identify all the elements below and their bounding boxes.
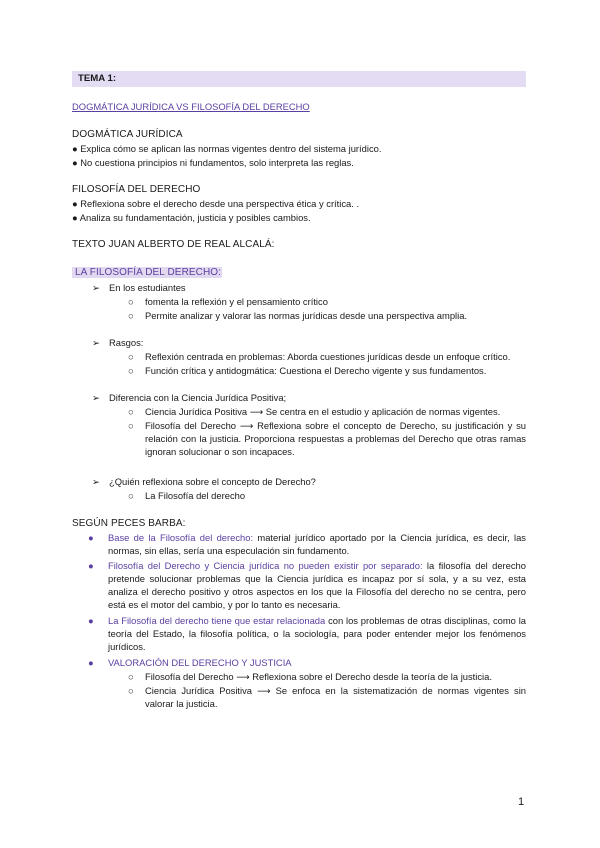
peces-heading: SEGÚN PECES BARBA: — [72, 518, 186, 529]
list-item — [128, 364, 526, 377]
group-quien — [92, 475, 316, 488]
circle-bullet-icon: ○ — [128, 310, 134, 321]
list-item-text: fomenta la reflexión y el pensamiento crítico — [145, 296, 328, 307]
peces-bullet-relacionada — [88, 614, 526, 653]
bullet-body: con los problemas de otras disciplinas, como la teoría del Estado, la filosofía política, o la sociología, para poder entender mejor los fenómenos jurídicos. — [108, 615, 526, 652]
circle-bullet-icon: ○ — [128, 420, 134, 431]
list-item — [128, 684, 526, 710]
list-item — [128, 295, 526, 308]
filosofia-heading: FILOSOFÍA DEL DERECHO — [72, 184, 201, 195]
circle-bullet-icon: ○ — [128, 671, 134, 682]
list-item — [128, 350, 526, 363]
filosofia-item: ● Reflexiona sobre el derecho desde una perspectiva ética y crítica. . — [72, 198, 360, 209]
group-diferencia — [92, 391, 286, 404]
circle-bullet-icon: ○ — [128, 296, 134, 307]
circle-bullet-icon: ○ — [128, 351, 134, 362]
list-item-text: Reflexión centrada en problemas: Aborda cuestiones jurídicas desde un enfoque crítico. — [145, 351, 511, 362]
dot-bullet-icon: ● — [88, 560, 94, 571]
list-item-text: Ciencia Jurídica Positiva ⟶ Se enfoca en la sistematización de normas vigentes sin valorar la justicia. — [145, 685, 526, 709]
dogmatica-item: ● Explica cómo se aplican las normas vigentes dentro del sistema jurídico. — [72, 143, 382, 154]
list-item-text: Ciencia Jurídica Positiva ⟶ Se centra en el estudio y aplicación de normas vigentes. — [145, 406, 501, 417]
list-item-text: Filosofía del Derecho ⟶ Reflexiona sobre el concepto de Derecho, su justificación y su relación con la justicia. Proporciona respuestas a problemas del Derecho que otras ramas ignoran solucionar o son incapaces. — [145, 420, 526, 457]
list-item — [128, 489, 526, 502]
group-estudiantes — [92, 281, 186, 294]
list-item-text: Función crítica y antidogmática: Cuestiona el Derecho vigente y sus fundamentos. — [145, 365, 487, 376]
list-item-text: Permite analizar y valorar las normas jurídicas desde una perspectiva amplia. — [145, 310, 468, 321]
bullet-lead: La Filosofía del derecho tiene que estar relacionada — [108, 615, 326, 626]
circle-bullet-icon: ○ — [128, 365, 134, 376]
tema-header: TEMA 1: — [72, 71, 526, 87]
arrow-bullet-icon: ➢ — [92, 392, 100, 403]
list-item — [128, 405, 526, 418]
bullet-lead: Filosofía del Derecho y Ciencia jurídica no pueden existir por separado: — [108, 560, 423, 571]
lf-heading — [72, 266, 222, 279]
group-title: Rasgos: — [109, 337, 144, 348]
list-item — [128, 670, 526, 683]
dot-bullet-icon: ● — [88, 657, 94, 668]
group-title: En los estudiantes — [109, 282, 186, 293]
arrow-bullet-icon: ➢ — [92, 476, 100, 487]
list-item-text: La Filosofía del derecho — [145, 490, 246, 501]
bullet-text — [108, 531, 526, 557]
subtitle-link: DOGMÁTICA JURÍDICA VS FILOSOFÍA DEL DERECHO — [72, 101, 310, 112]
bullet-body: material jurídico aportado por la Ciencia jurídica, es decir, las normas, sin ellas, sería una especulación sin fundamento. — [108, 532, 526, 556]
circle-bullet-icon: ○ — [128, 685, 134, 696]
bullet-text — [108, 614, 526, 653]
bullet-body: la filosofía del derecho pretende solucionar problemas que la Ciencia jurídica es incapaz por sí sola, y a su vez, esta analiza el derecho positivo y otros aspectos en los que la Filosofía del derecho no se centra, pero está es el motor del cambio, y por lo tanto es necesaria. — [108, 560, 526, 610]
dot-bullet-icon: ● — [88, 532, 94, 543]
dogmatica-item: ● No cuestiona principios ni fundamentos, solo interpreta las reglas. — [72, 157, 354, 168]
peces-bullet-inseparable — [88, 559, 526, 611]
group-title: ¿Quién reflexiona sobre el concepto de Derecho? — [109, 476, 316, 487]
group-rasgos — [92, 336, 143, 349]
circle-bullet-icon: ○ — [128, 406, 134, 417]
list-item — [128, 419, 526, 458]
list-item-text: Filosofía del Derecho ⟶ Reflexiona sobre el Derecho desde la teoría de la justicia. — [145, 671, 492, 682]
page-number: 1 — [518, 796, 525, 808]
dogmatica-heading: DOGMÁTICA JURÍDICA — [72, 129, 183, 140]
dot-bullet-icon: ● — [88, 615, 94, 626]
filosofia-item: ● Analiza su fundamentación, justicia y posibles cambios. — [72, 212, 311, 223]
lf-heading-text: LA FILOSOFÍA DEL DERECHO: — [72, 267, 222, 278]
bullet-lead: VALORACIÓN DEL DERECHO Y JUSTICIA — [108, 657, 292, 668]
peces-bullet-valoracion — [88, 656, 526, 669]
list-item — [128, 309, 526, 322]
arrow-bullet-icon: ➢ — [92, 282, 100, 293]
bullet-text — [108, 559, 526, 611]
circle-bullet-icon: ○ — [128, 490, 134, 501]
bullet-lead: Base de la Filosofía del derecho: — [108, 532, 254, 543]
peces-bullet-base — [88, 531, 526, 557]
arrow-bullet-icon: ➢ — [92, 337, 100, 348]
group-title: Diferencia con la Ciencia Jurídica Positiva; — [109, 392, 287, 403]
texto-heading: TEXTO JUAN ALBERTO DE REAL ALCALÁ: — [72, 239, 275, 250]
